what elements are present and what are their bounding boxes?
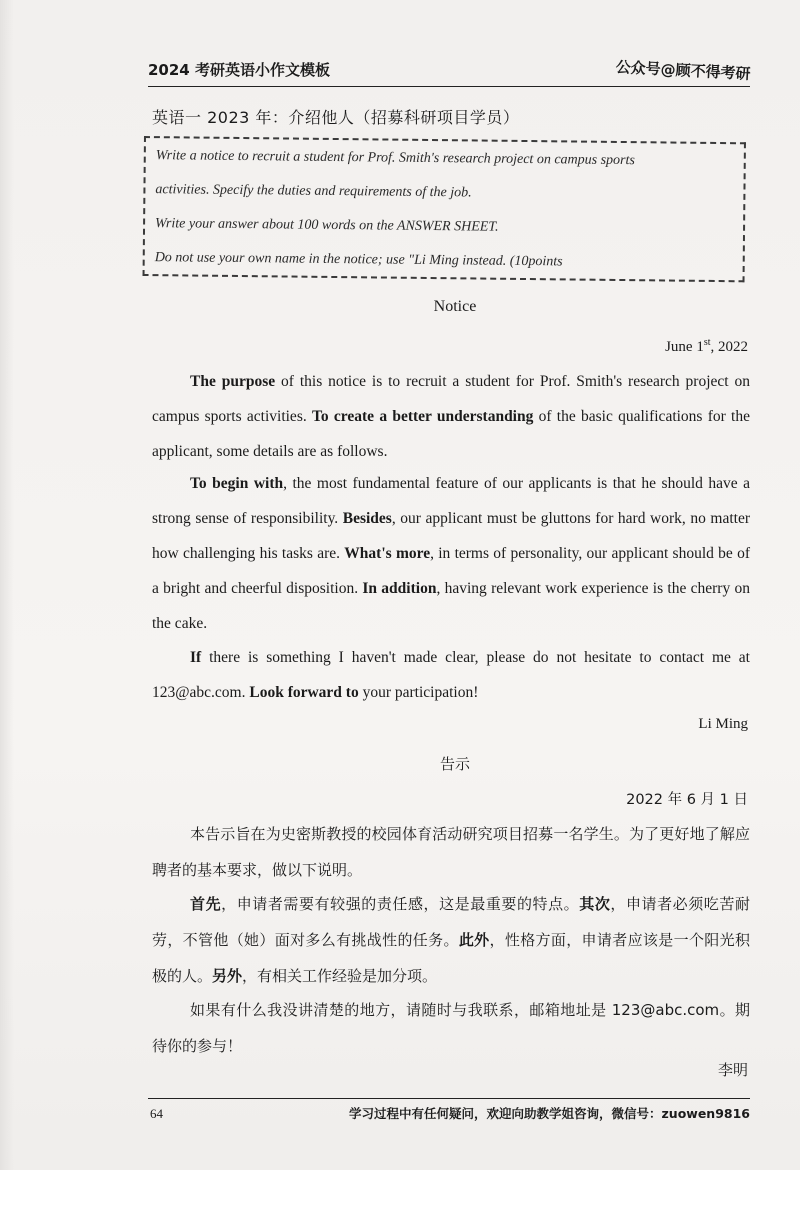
paragraph-text: of the basic qualifications for the applicant, some details are as follows.	[152, 408, 750, 460]
scan-background	[0, 1170, 800, 1222]
chinese-paragraph-3: 如果有什么我没讲清楚的地方，请随时与我联系，邮箱地址是 123@abc.com。期待你的参与！	[152, 1001, 750, 1055]
notice-paragraph-1	[152, 364, 750, 469]
prompt-line: Write a notice to recruit a student for Prof. Smith's research project on campus sports	[155, 148, 635, 169]
paragraph-text: , the most fundamental feature of our applicants is that he should have a strong sense of responsibility.	[152, 475, 751, 527]
paragraph-text: , our applicant must be gluttons for hard work, no matter how challenging his tasks are.	[152, 510, 750, 562]
footer-contact-note: 学习过程中有任何疑问，欢迎向助教学姐咨询，微信号：zuowen9816	[349, 1106, 750, 1121]
footer-divider	[148, 1098, 750, 1099]
prompt-line: Write your answer about 100 words on the ANSWER SHEET.	[155, 216, 499, 235]
paragraph-text: ，性格方面，申请者应该是一个阳光积极的人。	[152, 931, 750, 985]
bold-phrase: What's more	[344, 545, 431, 562]
chinese-notice-title: 告示	[439, 755, 470, 773]
paragraph-text: your participation!	[358, 684, 479, 701]
section-title: 英语一 2023 年：介绍他人（招募科研项目学员）	[152, 108, 520, 127]
publisher-handle: 公众号@顾不得考研	[615, 57, 751, 84]
notice-date	[665, 337, 748, 356]
paragraph-text: , having relevant work experience is the cherry on the cake.	[152, 580, 750, 632]
page-edge-shadow	[0, 0, 14, 1222]
bold-phrase: 另外	[212, 967, 243, 985]
bold-phrase: Look forward to	[249, 684, 359, 701]
bold-phrase: The purpose	[190, 373, 276, 390]
prompt-line: Do not use your own name in the notice; use "Li Ming instead. (10points	[154, 250, 563, 270]
chinese-notice-date: 2022 年 6 月 1 日	[626, 792, 748, 808]
chinese-paragraph-2	[152, 886, 750, 994]
bold-phrase: 首先	[190, 895, 222, 913]
prompt-line: activities. Specify the duties and requirements of the job.	[155, 182, 472, 201]
notice-paragraph-3	[152, 640, 750, 710]
bold-phrase: 其次	[579, 895, 611, 913]
notice-title: Notice	[433, 298, 477, 315]
paragraph-text: there is something I haven't made clear, please do not hesitate to contact me at 123@abc.com.	[152, 649, 750, 701]
paragraph-text: of this notice is to recruit a student for Prof. Smith's research project on campus sports activities.	[152, 373, 750, 425]
date-suffix: st	[703, 337, 711, 348]
bold-phrase: Besides	[342, 510, 392, 527]
paragraph-text: ，申请者需要有较强的责任感，这是最重要的特点。	[221, 895, 580, 913]
page-number: 64	[150, 1106, 163, 1121]
chinese-paragraph-1: 本告示旨在为史密斯教授的校园体育活动研究项目招募一名学生。为了更好地了解应聘者的基本要求，做以下说明。	[152, 825, 750, 879]
page-header	[148, 52, 750, 87]
bold-phrase: 此外	[458, 931, 490, 949]
date-year: , 2022	[710, 339, 748, 355]
notice-signature: Li Ming	[698, 716, 748, 732]
bold-phrase: To create a better understanding	[311, 408, 534, 425]
book-title: 2024 考研英语小作文模板	[148, 61, 330, 79]
bold-phrase: If	[190, 649, 202, 666]
notice-paragraph-2	[152, 466, 750, 641]
writing-prompt-box	[143, 136, 746, 282]
paragraph-text: ，申请者必须吃苦耐劳，不管他（她）面对多么有挑战性的任务。	[152, 895, 750, 949]
date-text: June 1	[665, 339, 704, 355]
paragraph-text: , in terms of personality, our applicant should be of a bright and cheerful disposition.	[152, 545, 750, 597]
paragraph-text: ，有相关工作经验是加分项。	[242, 967, 438, 985]
chinese-signature: 李明	[717, 1061, 748, 1079]
bold-phrase: In addition	[362, 580, 437, 597]
bold-phrase: To begin with	[190, 475, 284, 492]
